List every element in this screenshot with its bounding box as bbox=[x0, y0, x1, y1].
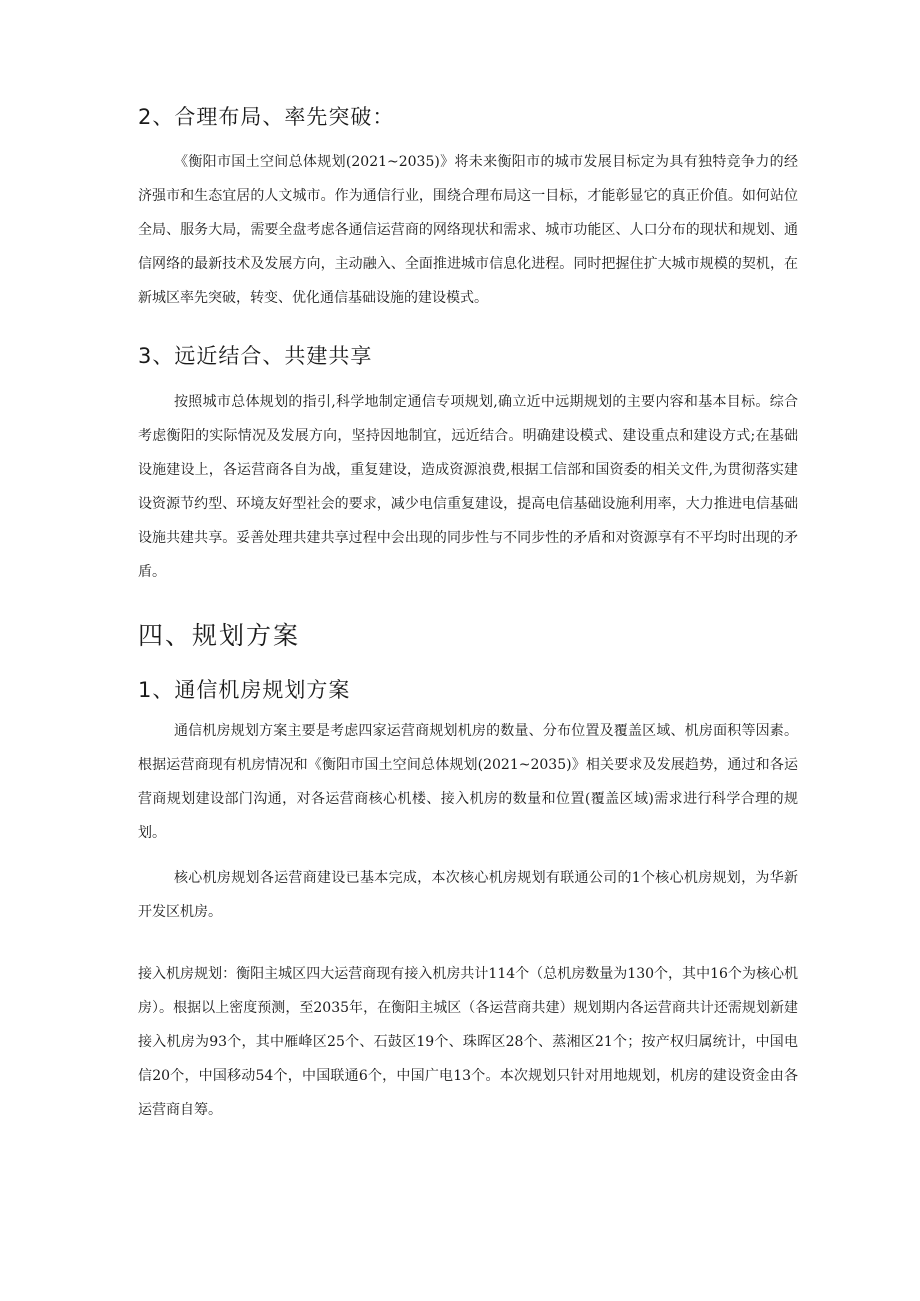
section-4-1-paragraph-2: 核心机房规划各运营商建设已基本完成，本次核心机房规划有联通公司的1个核心机房规划，为华新开发区机房。 bbox=[138, 870, 798, 920]
section-heading-4-1: 1、通信机房规划方案 bbox=[138, 678, 351, 702]
section-4-1-paragraph-1: 通信机房规划方案主要是考虑四家运营商规划机房的数量、分布位置及覆盖区域、机房面积等因素。根据运营商现有机房情况和《衡阳市国土空间总体规划(2021~2035)》相关要求及发展趋势，通过和各运营商规划建设部门沟通，对各运营商核心机楼、接入机房的数量和位置(覆盖区域)需求进行科学合理的规划。 bbox=[138, 723, 798, 841]
section-heading-2: 2、合理布局、率先突破： bbox=[138, 105, 395, 129]
section-4-1-paragraph-3: 接入机房规划：衡阳主城区四大运营商现有接入机房共计114个（总机房数量为130个，其中16个为核心机房）。根据以上密度预测，至2035年，在衡阳主城区（各运营商共建）规划期内各运营商共计还需规划新建接入机房为93个，其中雁峰区25个、石鼓区19个、珠晖区28个、蒸湘区21个；按产权归属统计，中国电信20个，中国移动54个，中国联通6个，中国广电13个。本次规划只针对用地规划，机房的建设资金由各运营商自筹。 bbox=[138, 966, 798, 1118]
section-heading-3: 3、远近结合、共建共享 bbox=[138, 344, 373, 368]
chapter-heading-4: 四、规划方案 bbox=[138, 621, 301, 650]
section-3-paragraph: 按照城市总体规划的指引,科学地制定通信专项规划,确立近中远期规划的主要内容和基本目标。综合考虑衡阳的实际情况及发展方向，坚持因地制宜，远近结合。明确建设模式、建设重点和建设方式;在基础设施建设上，各运营商各自为战，重复建设，造成资源浪费,根据工信部和国资委的相关文件,为贯彻落实建设资源节约型、环境友好型社会的要求，减少电信重复建设，提高电信基础设施利用率，大力推进电信基础设施共建共享。妥善处理共建共享过程中会出现的同步性与不同步性的矛盾和对资源享有不平均时出现的矛盾。 bbox=[138, 394, 798, 580]
section-2-paragraph: 《衡阳市国土空间总体规划(2021~2035)》将未来衡阳市的城市发展目标定为具有独特竞争力的经济强市和生态宜居的人文城市。作为通信行业，围绕合理布局这一目标，才能彰显它的真正价值。如何站位全局、服务大局，需要全盘考虑各通信运营商的网络现状和需求、城市功能区、人口分布的现状和规划、通信网络的最新技术及发展方向，主动融入、全面推进城市信息化进程。同时把握住扩大城市规模的契机，在新城区率先突破，转变、优化通信基础设施的建设模式。 bbox=[138, 154, 798, 306]
